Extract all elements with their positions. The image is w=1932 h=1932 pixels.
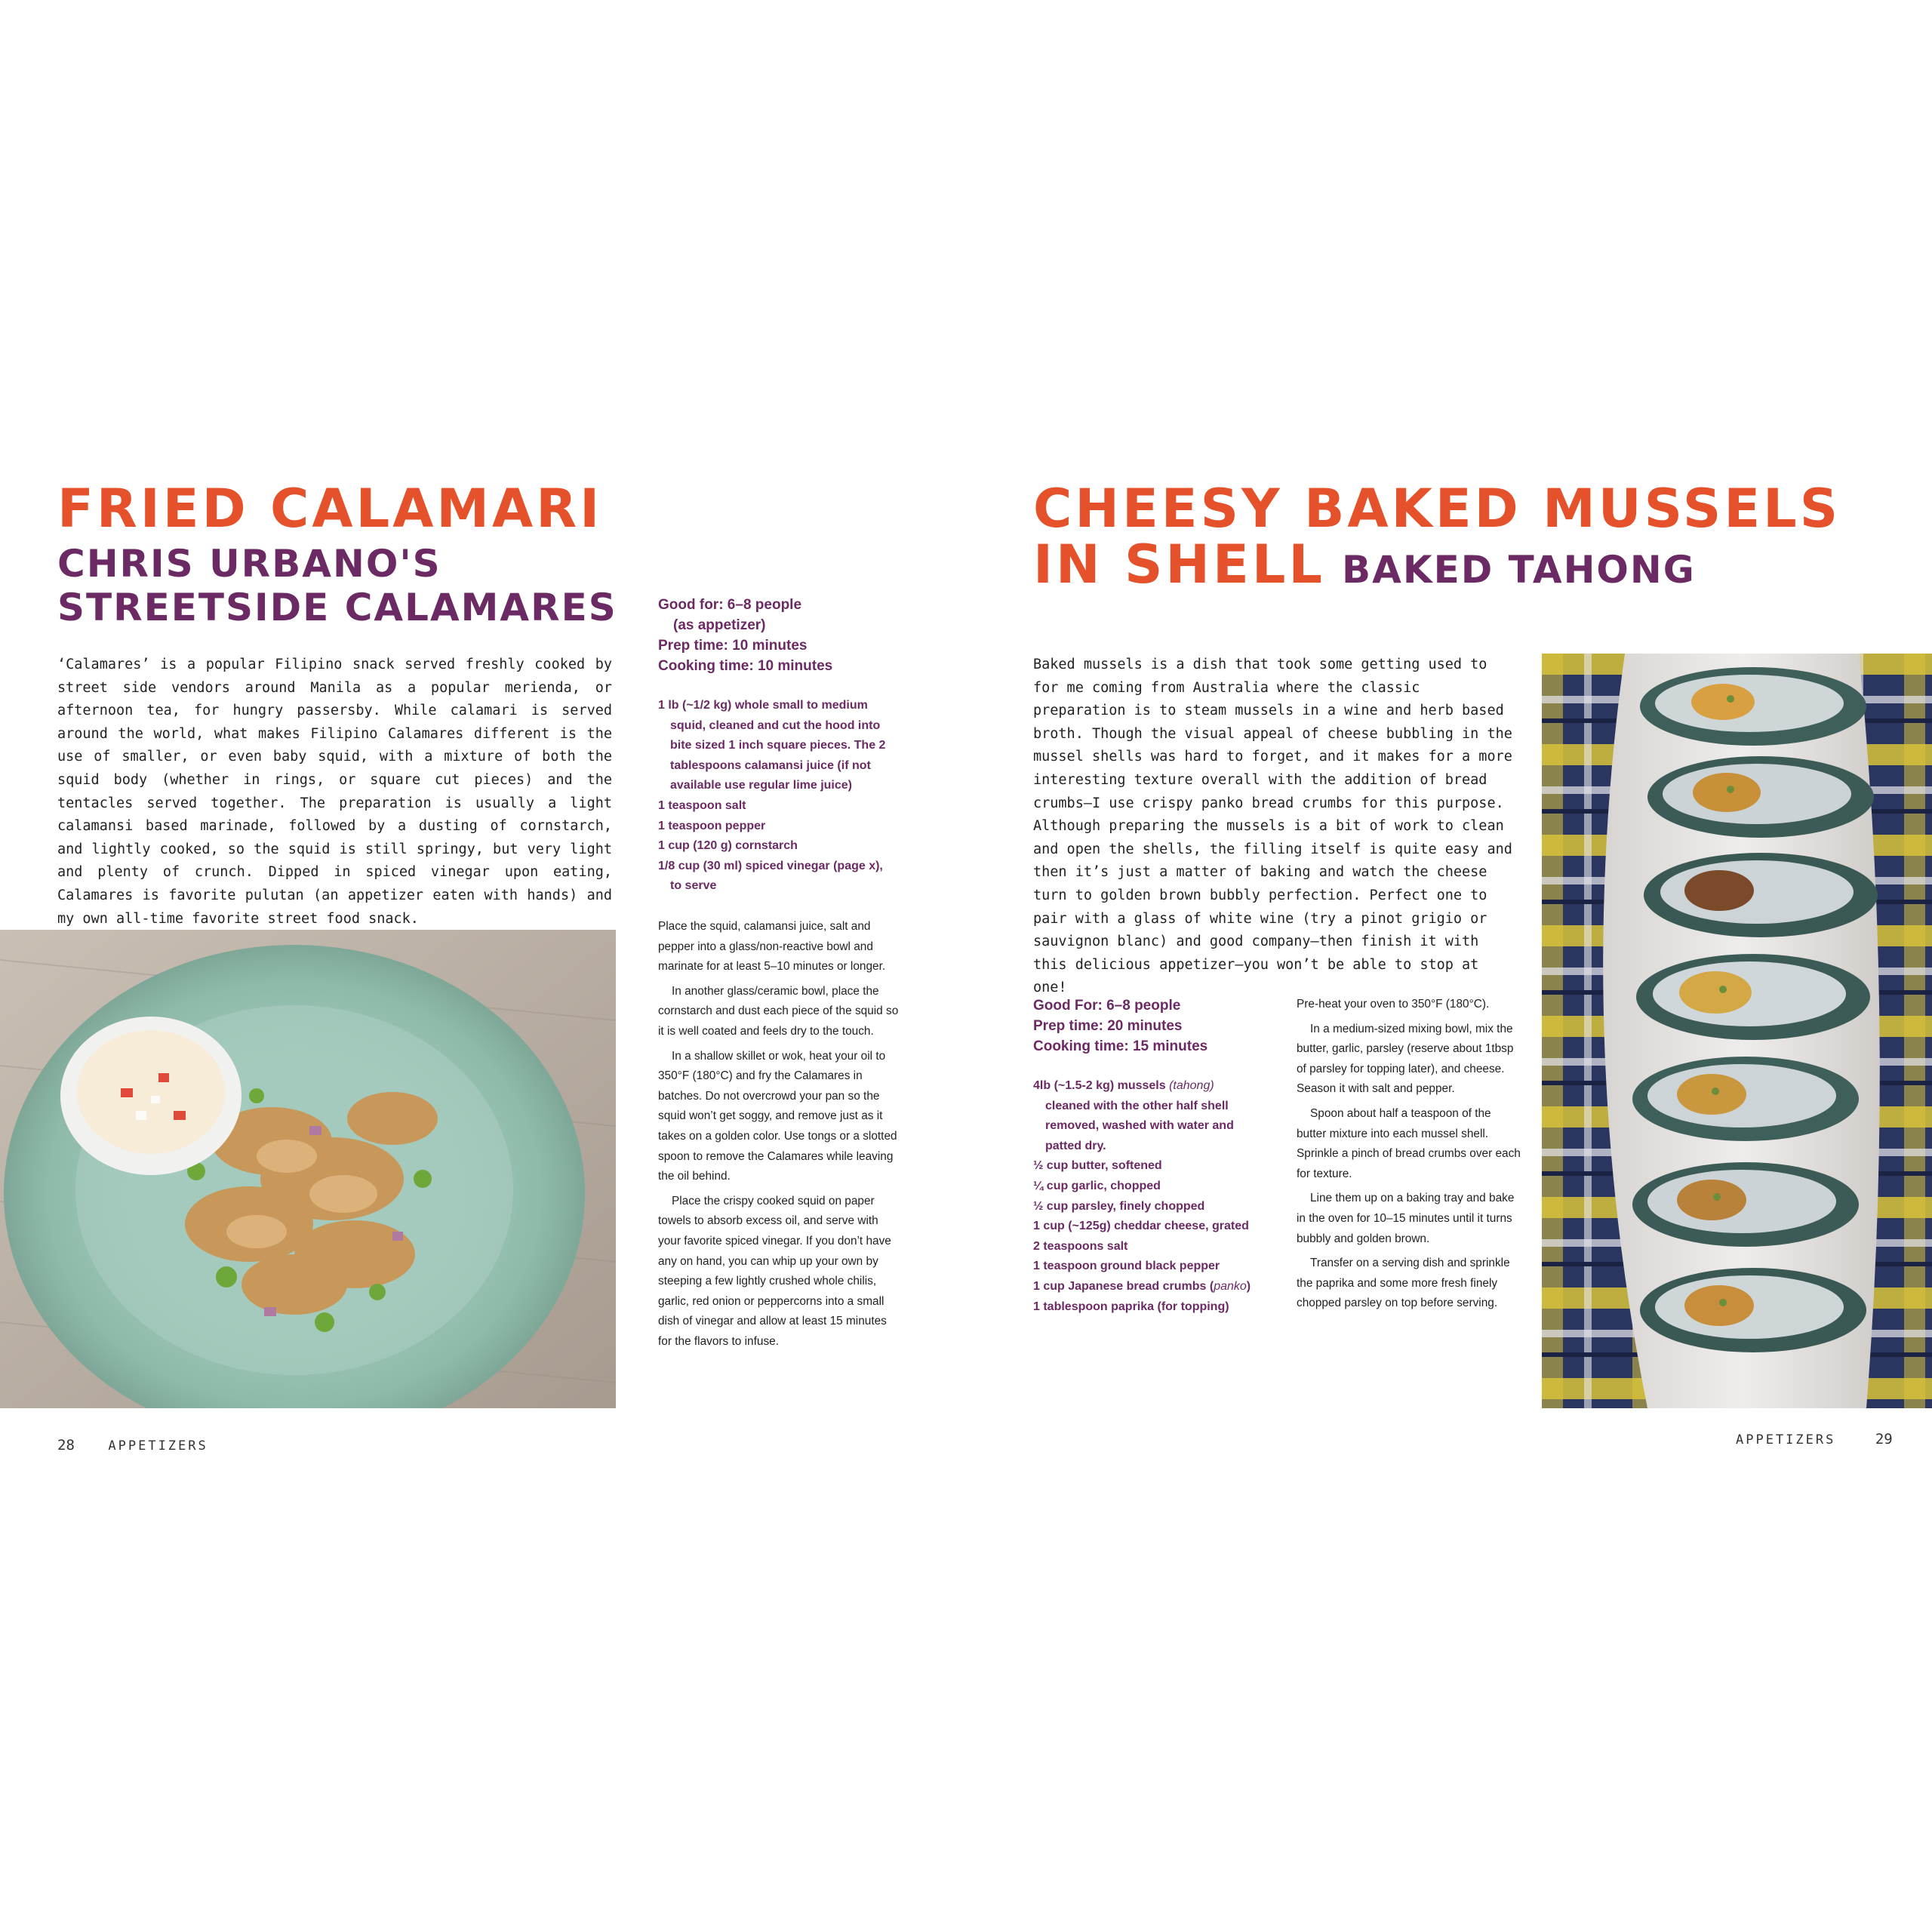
left-method: [658, 917, 900, 1356]
mussels-photo: [1542, 654, 1932, 1408]
left-recipe-subtitle-line2: STREETSIDE CALAMARES: [57, 586, 617, 629]
right-method: [1297, 995, 1523, 1318]
right-ingredients-list: [1033, 1076, 1260, 1317]
right-folio: [1736, 1431, 1893, 1447]
left-intro-paragraph: ‘Calamares’ is a popular Filipino snack served freshly cooked by street side vendors around Manila as a popular merienda, or afternoon tea, for hungry passersby. While calamari is served around the world, what makes Filipino Calamares different is the use of smaller, or even baby squid, with a mixture of both the squid body (whether in rings, or square cut pieces) and the tentacles served together. The preparation is usually a light calamansi based marinade, followed by a dusting of cornstarch, and lightly cooked, so the squid is still springy, but very light and plenty of crunch. Dipped in spiced vinegar upon eating, Calamares is favorite pulutan (an appetizer eaten with hands) and my own all-time favorite street food snack.: [57, 657, 612, 927]
left-good-for: Good for: 6–8 people: [658, 597, 802, 613]
left-recipe-subtitle-line1: CHRIS URBANO'S: [57, 542, 441, 586]
left-page-number: 28: [57, 1437, 75, 1454]
left-cook-time: Cooking time: 10 minutes: [658, 658, 833, 674]
left-prep-time: Prep time: 10 minutes: [658, 638, 808, 654]
left-method-step: Place the squid, calamansi juice, salt and pepper into a glass/non-reactive bowl and marinate for at least 5–10 minutes or longer.: [658, 920, 886, 974]
left-method-step: In a shallow skillet or wok, heat your oil to 350°F (180°C) and fry the Calamares in batches. Do not overcrowd your pan so the squid won’t get soggy, and remove just as it takes on a golden color. Use tongs or a slotted spoon to remove the Calamares while leaving the oil behind.: [658, 1049, 897, 1183]
right-ingredient: 1 cup Japanese bread crumbs (panko): [1033, 1279, 1251, 1293]
left-recipe-meta: [658, 595, 930, 676]
left-recipe-title: FRIED CALAMARI: [57, 478, 603, 540]
left-ingredient: 1 teaspoon salt: [658, 798, 746, 812]
right-ingredient: ½ cup butter, softened: [1033, 1159, 1162, 1173]
left-ingredient: 1 cup (120 g) cornstarch: [658, 839, 798, 853]
left-folio: [57, 1437, 208, 1454]
right-good-for: Good For: 6–8 people: [1033, 998, 1181, 1014]
right-ingredient: 4lb (~1.5-2 kg) mussels (tahong) cleaned with the other half shell removed, washed with water and patted dry.: [1033, 1079, 1234, 1152]
left-method-step: Place the crispy cooked squid on paper towels to absorb excess oil, and serve with your favorite spiced vinegar. If you don’t have any on hand, you can whip up your own by steeping a few lightly crushed whole chilis, garlic, red onion or peppercorns into a small dish of vinegar and allow at least 15 minutes for the flavors to infuse.: [658, 1194, 891, 1348]
right-recipe-subtitle: BAKED TAHONG: [1342, 548, 1696, 592]
right-recipe-title-line1: CHEESY BAKED MUSSELS: [1033, 478, 1841, 540]
right-ingredient: 1 teaspoon ground black pepper: [1033, 1260, 1220, 1273]
right-method-step: Transfer on a serving dish and sprinkle the paprika and some more fresh finely chopped parsley on top before serving.: [1297, 1257, 1510, 1310]
right-ingredient: 1 tablespoon paprika (for topping): [1033, 1300, 1229, 1313]
right-intro-paragraph: Baked mussels is a dish that took some getting used to for me coming from Australia where the classic preparation is to steam mussels in a wine and herb based broth. Though the visual appeal of cheese bubbling in the mussel shells was hard to forget, and it makes for a more interesting texture overall with the addition of bread crumbs—I use crispy panko bread crumbs for this purpose. Although preparing the mussels is a bit of work to clean and open the shells, the filling itself is quite easy and then it’s just a matter of baking and watch the cheese turn to golden brown bubbly perfection. Perfect one to pair with a glass of white wine (try a pinot grigio or sauvignon blanc) and good company—then finish it with this delicious appetizer—you won’t be able to stop at one!: [1033, 657, 1512, 996]
left-ingredient: 1 lb (~1/2 kg) whole small to medium squid, cleaned and cut the hood into bite sized 1 inch square pieces. The 2 tablespoons calamansi juice (if not available use regular lime juice): [658, 699, 886, 792]
right-ingredient: ¼ cup garlic, chopped: [1033, 1179, 1161, 1192]
right-method-step: In a medium-sized mixing bowl, mix the butter, garlic, parsley (reserve about 1tbsp of parsley for topping later), and cheese. Season it with salt and pepper.: [1297, 1022, 1514, 1096]
right-method-step: Spoon about half a teaspoon of the butter mixture into each mussel shell. Sprinkle a pinch of bread crumbs over each for texture.: [1297, 1106, 1521, 1180]
left-ingredients-list: [658, 696, 894, 897]
right-recipe-title-line2-row: [1033, 534, 1788, 595]
right-ingredient: 1 cup (~125g) cheddar cheese, grated: [1033, 1220, 1249, 1233]
right-method-step: Pre-heat your oven to 350°F (180°C).: [1297, 998, 1490, 1011]
right-section-name: APPETIZERS: [1736, 1432, 1836, 1447]
right-ingredient: 2 teaspoons salt: [1033, 1239, 1128, 1253]
right-method-step: Line them up on a baking tray and bake in the oven for 10–15 minutes until it turns bubbly and golden brown.: [1297, 1192, 1515, 1245]
right-ingredient: ½ cup parsley, finely chopped: [1033, 1199, 1205, 1213]
left-good-for-note: (as appetizer): [673, 617, 766, 633]
left-method-step: In another glass/ceramic bowl, place the cornstarch and dust each piece of the squid so it is well coated and feels dry to the touch.: [658, 984, 899, 1038]
right-page-number: 29: [1875, 1431, 1893, 1447]
right-recipe-title-line2: IN SHELL: [1033, 534, 1326, 595]
calamari-photo: [0, 930, 616, 1408]
right-recipe-meta: [1033, 995, 1290, 1057]
left-ingredient: 1/8 cup (30 ml) spiced vinegar (page x), to serve: [658, 859, 883, 893]
right-cook-time: Cooking time: 15 minutes: [1033, 1038, 1208, 1054]
left-ingredient: 1 teaspoon pepper: [658, 819, 766, 832]
right-prep-time: Prep time: 20 minutes: [1033, 1018, 1183, 1034]
left-section-name: APPETIZERS: [108, 1438, 208, 1454]
